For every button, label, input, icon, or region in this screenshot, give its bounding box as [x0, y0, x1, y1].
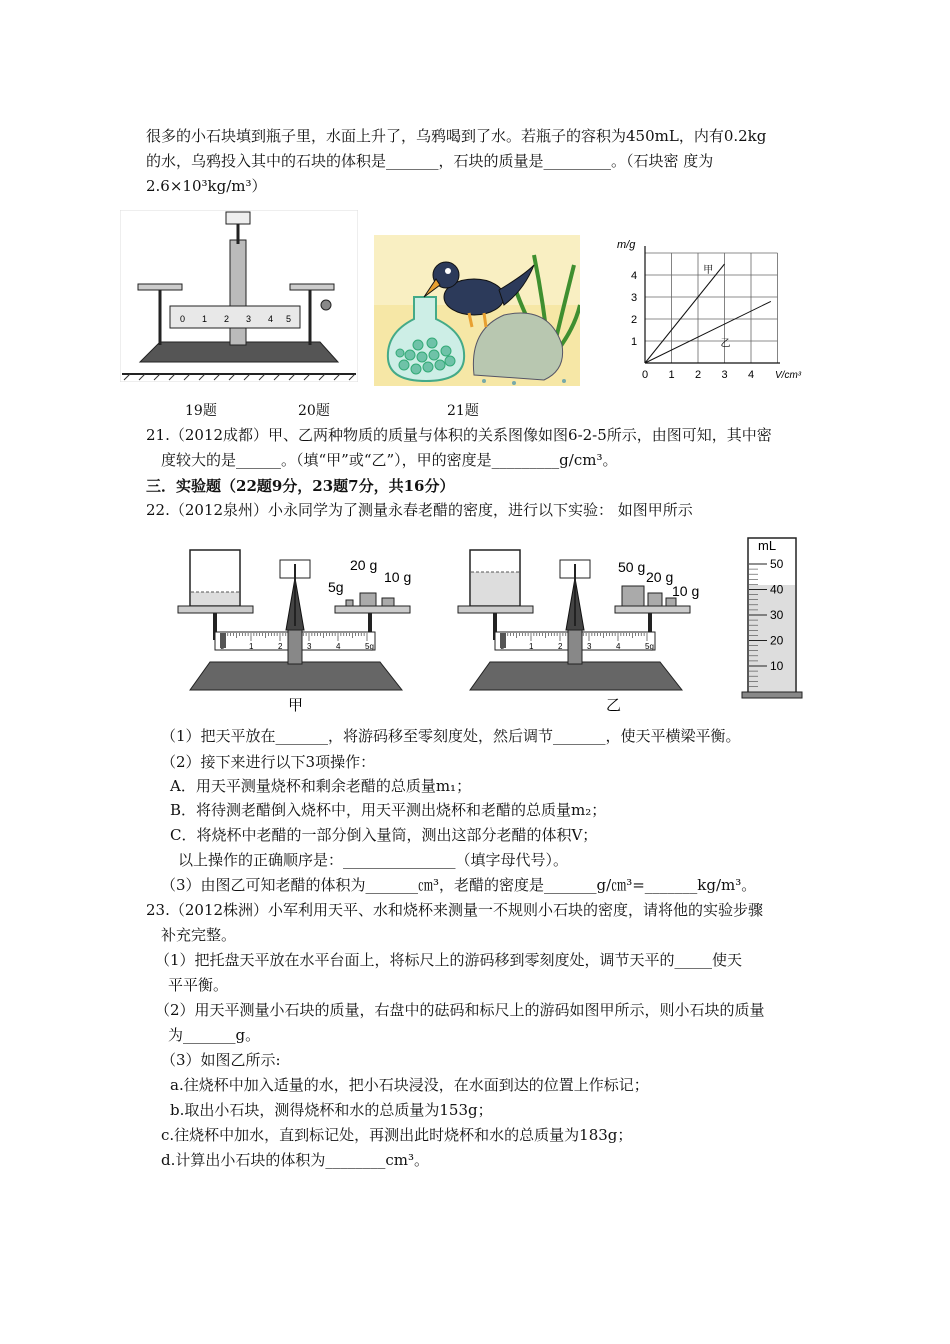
- cylinder-mark-label: 20: [770, 633, 784, 648]
- figure-20-crow-illustration: [374, 235, 580, 386]
- scale-tick-label: 1: [529, 642, 534, 651]
- x-tick-label: 0: [642, 369, 649, 381]
- q23-step-3: （3）如图乙所示:: [161, 1051, 281, 1069]
- q20-line-2: 的水，乌鸦投入其中的石块的体积是_______，石块的质量是_________。（石块密 度为: [146, 152, 714, 170]
- cylinder-mark-label: 50: [770, 557, 784, 571]
- series-label-jia: 甲: [703, 264, 714, 276]
- q21-line-2: 度较大的是______。（填“甲”或“乙”），甲的密度是_________g/cm³。: [161, 451, 618, 469]
- q22-part-1: （1）把天平放在_______，将游码移至零刻度处，然后调节_______，使天平横梁平衡。: [161, 727, 741, 745]
- rider: [220, 633, 226, 648]
- q23-step-1a: （1）把托盘天平放在水平台面上，将标尺上的游码移到零刻度处，调节天平的_____使天: [155, 951, 743, 969]
- figure-21-graph: [615, 230, 810, 390]
- q23-line-1: 23.（2012株洲）小军利用天平、水和烧杯来测量一不规则小石块的密度，请将他的实验步骤: [146, 901, 764, 919]
- x-tick-label: 3: [721, 369, 728, 381]
- rider: [500, 633, 506, 648]
- q22-op-b: B．将待测老醋倒入烧杯中，用天平测出烧杯和老醋的总质量m₂；: [170, 801, 607, 819]
- weight-label-10g: 10 g: [384, 569, 412, 585]
- y-axis-label: m/g: [617, 239, 636, 251]
- scale-tick-label: 4: [336, 642, 341, 651]
- svg-text:0: 0: [180, 314, 186, 324]
- svg-text:1: 1: [202, 314, 208, 324]
- graduated-cylinder: [742, 538, 802, 698]
- q23-step-1b: 平平衡。: [168, 976, 229, 994]
- caption-19: 19题: [185, 403, 217, 419]
- x-axis-label: V/cm³: [775, 370, 802, 381]
- q23-step-2a: （2）用天平测量小石块的质量，右盘中的砝码和标尺上的游码如图甲所示，则小石块的质量: [155, 1001, 765, 1019]
- figure-19-balance: [120, 210, 358, 382]
- q21-line-1: 21.（2012成都）甲、乙两种物质的质量与体积的关系图像如图6-2-5所示，由图可知，其中密: [146, 426, 772, 444]
- weight-label-20g: 20 g: [350, 557, 378, 573]
- x-tick-label: 1: [668, 369, 675, 381]
- q23-step-b: b.取出小石块，测得烧杯和水的总质量为153g；: [170, 1101, 493, 1119]
- q23-step-2b: 为_______g。: [168, 1026, 261, 1044]
- series-line-jia: [645, 264, 725, 363]
- x-tick-label: 4: [748, 369, 755, 381]
- cylinder-mark-label: 40: [770, 582, 784, 597]
- scale-tick-label: 3: [307, 642, 312, 651]
- svg-text:2: 2: [224, 314, 230, 324]
- caption-20: 20题: [298, 403, 330, 419]
- weight-label-5g: 5g: [328, 579, 344, 595]
- q23-step-d: d.计算出小石块的体积为________cm³。: [161, 1151, 430, 1169]
- figure-22: [170, 530, 810, 720]
- q23-step-c: c.往烧杯中加水，直到标记处，再测出此时烧杯和水的总质量为183g；: [161, 1126, 633, 1144]
- q22-stem: 22.（2012泉州）小永同学为了测量永春老醋的密度，进行以下实验： 如图甲所示: [146, 501, 693, 519]
- q20-line-3: 2.6×10³kg/m³）: [146, 177, 267, 195]
- q22-op-a: A．用天平测量烧杯和剩余老醋的总质量m₁；: [170, 777, 472, 795]
- svg-text:3: 3: [246, 314, 252, 324]
- scale-tick-label: 1: [249, 642, 254, 651]
- q22-order: 以上操作的正确顺序是：_______________（填字母代号）。: [178, 851, 569, 869]
- cylinder-mark-label: 10: [770, 659, 784, 673]
- fig-label-jia: 甲: [288, 697, 304, 714]
- series-line-yi: [645, 301, 771, 363]
- weight-label-50g: 50 g: [618, 559, 646, 575]
- y-tick-label: 1: [631, 336, 638, 348]
- scale-tick-label: 2: [278, 642, 283, 651]
- svg-text:5: 5: [286, 314, 292, 324]
- scale-tick-label: 4: [616, 642, 621, 651]
- q22-part-2: （2）接下来进行以下3项操作：: [161, 753, 376, 771]
- cylinder-mark-label: 30: [770, 608, 784, 622]
- q22-op-c: C．将烧杯中老醋的一部分倒入量筒，测出这部分老醋的体积V；: [170, 826, 598, 844]
- y-tick-label: 3: [631, 292, 638, 304]
- weight-label-20g-yi: 20 g: [646, 569, 674, 585]
- section-3-heading: 三．实验题（22题9分，23题7分，共16分）: [146, 477, 455, 495]
- balance-jia: [178, 550, 411, 690]
- series-label-yi: 乙: [720, 338, 731, 350]
- caption-21: 21题: [447, 403, 479, 419]
- scale-tick-label: 5g: [365, 642, 374, 651]
- fig-label-yi: 乙: [606, 697, 622, 714]
- q20-line-1: 很多的小石块填到瓶子里，水面上升了，乌鸦喝到了水。若瓶子的容积为450mL，内有0.2kg: [146, 127, 767, 145]
- q22-part-3: （3）由图乙可知老醋的体积为_______㎝³，老醋的密度是_______g/㎝³=_______kg/m³。: [161, 876, 757, 894]
- balance-yi: [458, 550, 699, 690]
- x-tick-label: 2: [695, 369, 702, 381]
- q23-line-2: 补充完整。: [161, 926, 237, 944]
- y-tick-label: 4: [631, 270, 638, 282]
- cylinder-unit: mL: [758, 538, 777, 553]
- weight-label-10g-yi: 10 g: [672, 583, 700, 599]
- svg-text:4: 4: [268, 314, 274, 324]
- scale-tick-label: 2: [558, 642, 563, 651]
- scale-tick-label: 5g: [645, 642, 654, 651]
- scale-tick-label: 3: [587, 642, 592, 651]
- y-tick-label: 2: [631, 314, 638, 326]
- q23-step-a: a.往烧杯中加入适量的水，把小石块浸没，在水面到达的位置上作标记；: [170, 1076, 649, 1094]
